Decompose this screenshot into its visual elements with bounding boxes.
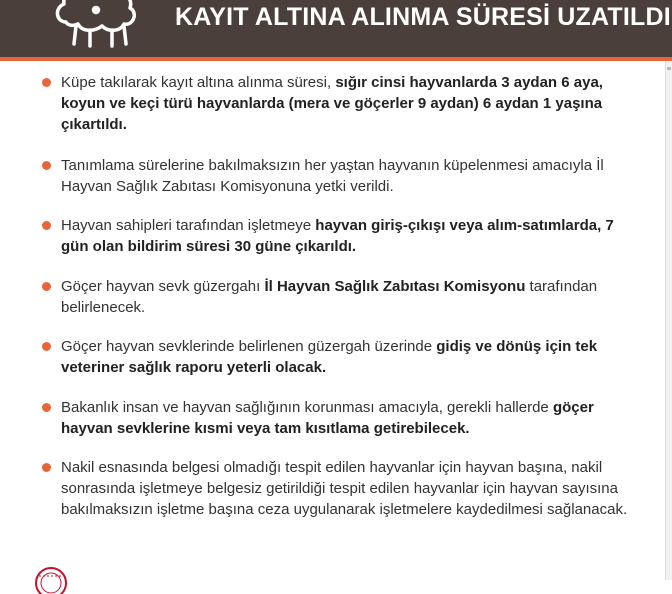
bullet-dot [42, 161, 51, 170]
bullet-dot [42, 463, 51, 472]
bullet-text-normal: Göçer hayvan sevk güzergahı [61, 278, 265, 295]
bullet-text-bold: hayvan giriş-çıkışı veya alım-satımlarda, 7 gün olan bildirim süresi 30 güne çıkarıldı. [61, 217, 614, 255]
bullet-text-bold: sığır cinsi hayvanlarda 3 aydan 6 aya, koyun ve keçi türü hayvanlarda (mera ve göçerler 9 aydan) 6 aydan 1 yaşına çıkartıldı. [61, 74, 603, 133]
bullet-text-normal: Nakil esnasında belgesi olmadığı tespit edilen hayvanlar için hayvan başına, nakil sonrasında işletmeye belgesiz getirildiği tespit edilen hayvanlar için hayvan sayısına bakılmaksızın işletme başına ceza uygulanarak işletmelere kaydedilmesi sağlanacak. [61, 459, 628, 518]
bullet-text [61, 397, 641, 439]
page-edge-strip [665, 61, 672, 580]
bullet-text-normal: Göçer hayvan sevklerinde belirlenen güzergah üzerinde [61, 338, 437, 355]
page-title: KAYIT ALTINA ALINMA SÜRESİ UZATILDI [175, 3, 671, 31]
bullet-text-normal: Bakanlık insan ve hayvan sağlığının korunması amacıyla, gerekli hallerde [61, 399, 553, 416]
bullet-dot [42, 342, 51, 351]
seal-icon [34, 566, 68, 594]
bullet-text-normal: Tanımlama sürelerine bakılmaksızın her yaştan hayvanın küpelenmesi amacıyla İl Hayvan Sağlık Zabıtası Komisyonuna yetki verildi. [61, 157, 604, 195]
bullet-text-normal: Küpe takılarak kayıt altına alınma süresi, [61, 74, 336, 91]
bullet-text-normal: tarafından belirlenecek. [61, 278, 598, 316]
bullet-text-bold: İl Hayvan Sağlık Zabıtası Komisyonu [264, 278, 526, 295]
bullet-dot [42, 78, 51, 87]
bullet-text [61, 155, 641, 197]
bullet-dot [42, 282, 51, 291]
bullet-text [61, 457, 641, 520]
bullet-text [61, 336, 641, 378]
bullet-text-bold: göçer hayvan sevklerine kısmi veya tam kısıtlama getirebilecek. [61, 399, 594, 437]
sheep-icon [46, 0, 156, 52]
bullet-text [61, 72, 641, 135]
page-edge-mark [667, 67, 671, 70]
header-bar [0, 0, 672, 57]
bullet-dot [42, 221, 51, 230]
header-accent-stripe [0, 57, 672, 61]
bullet-text-normal: Hayvan sahipleri tarafından işletmeye [61, 217, 316, 234]
bullet-text-bold: gidiş ve dönüş için tek veteriner sağlık raporu yeterli olacak. [61, 338, 598, 376]
bullet-text [61, 215, 641, 257]
bullet-dot [42, 403, 51, 412]
bullet-text [61, 276, 641, 318]
